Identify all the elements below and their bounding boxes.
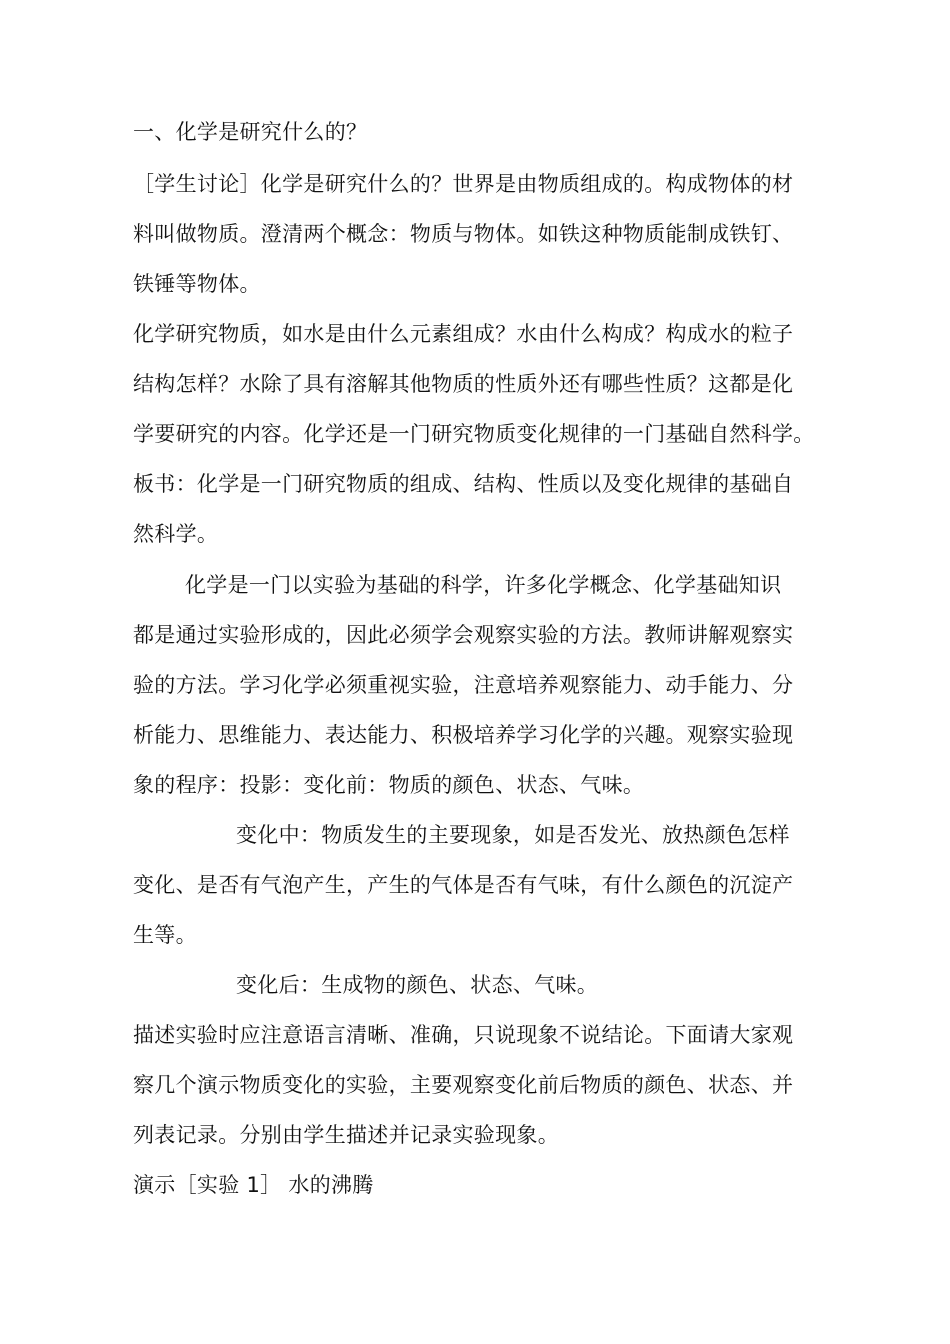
paragraph-line: 变化后：生成物的颜色、状态、气味。 [236, 973, 599, 997]
paragraph-line: 象的程序：投影：变化前：物质的颜色、状态、气味。 [133, 773, 645, 797]
paragraph-line: 结构怎样？水除了具有溶解其他物质的性质外还有哪些性质？这都是化 [133, 372, 794, 396]
heading-what-chemistry-studies: 一、化学是研究什么的？ [133, 120, 368, 144]
experiment-heading: 演示［实验 1］ 水的沸腾 [133, 1173, 374, 1197]
paragraph-line: 然科学。 [133, 522, 219, 546]
paragraph-line: 列表记录。分别由学生描述并记录实验现象。 [133, 1123, 559, 1147]
paragraph-line: 学要研究的内容。化学还是一门研究物质变化规律的一门基础自然科学。 [133, 422, 815, 446]
paragraph-line: 板书：化学是一门研究物质的组成、结构、性质以及变化规律的基础自 [133, 472, 794, 496]
paragraph-line: 验的方法。学习化学必须重视实验，注意培养观察能力、动手能力、分 [133, 673, 794, 697]
paragraph-line: 铁锤等物体。 [133, 272, 261, 296]
paragraph-line: 化学是一门以实验为基础的科学，许多化学概念、化学基础知识 [185, 573, 782, 597]
paragraph-line: 变化中：物质发生的主要现象，如是否发光、放热颜色怎样 [236, 823, 790, 847]
paragraph-line: 察几个演示物质变化的实验，主要观察变化前后物质的颜色、状态、并 [133, 1073, 794, 1097]
paragraph-line: 化学研究物质，如水是由什么元素组成？水由什么构成？构成水的粒子 [133, 322, 794, 346]
paragraph-line: 都是通过实验形成的，因此必须学会观察实验的方法。教师讲解观察实 [133, 623, 794, 647]
paragraph-line: 描述实验时应注意语言清晰、准确，只说现象不说结论。下面请大家观 [133, 1023, 794, 1047]
paragraph-line: ［学生讨论］化学是研究什么的？世界是由物质组成的。构成物体的材 [133, 172, 794, 196]
paragraph-line: 料叫做物质。澄清两个概念：物质与物体。如铁这种物质能制成铁钉、 [133, 222, 794, 246]
paragraph-line: 变化、是否有气泡产生，产生的气体是否有气味，有什么颜色的沉淀产 [133, 873, 794, 897]
paragraph-line: 生等。 [133, 923, 197, 947]
paragraph-line: 析能力、思维能力、表达能力、积极培养学习化学的兴趣。观察实验现 [133, 723, 794, 747]
